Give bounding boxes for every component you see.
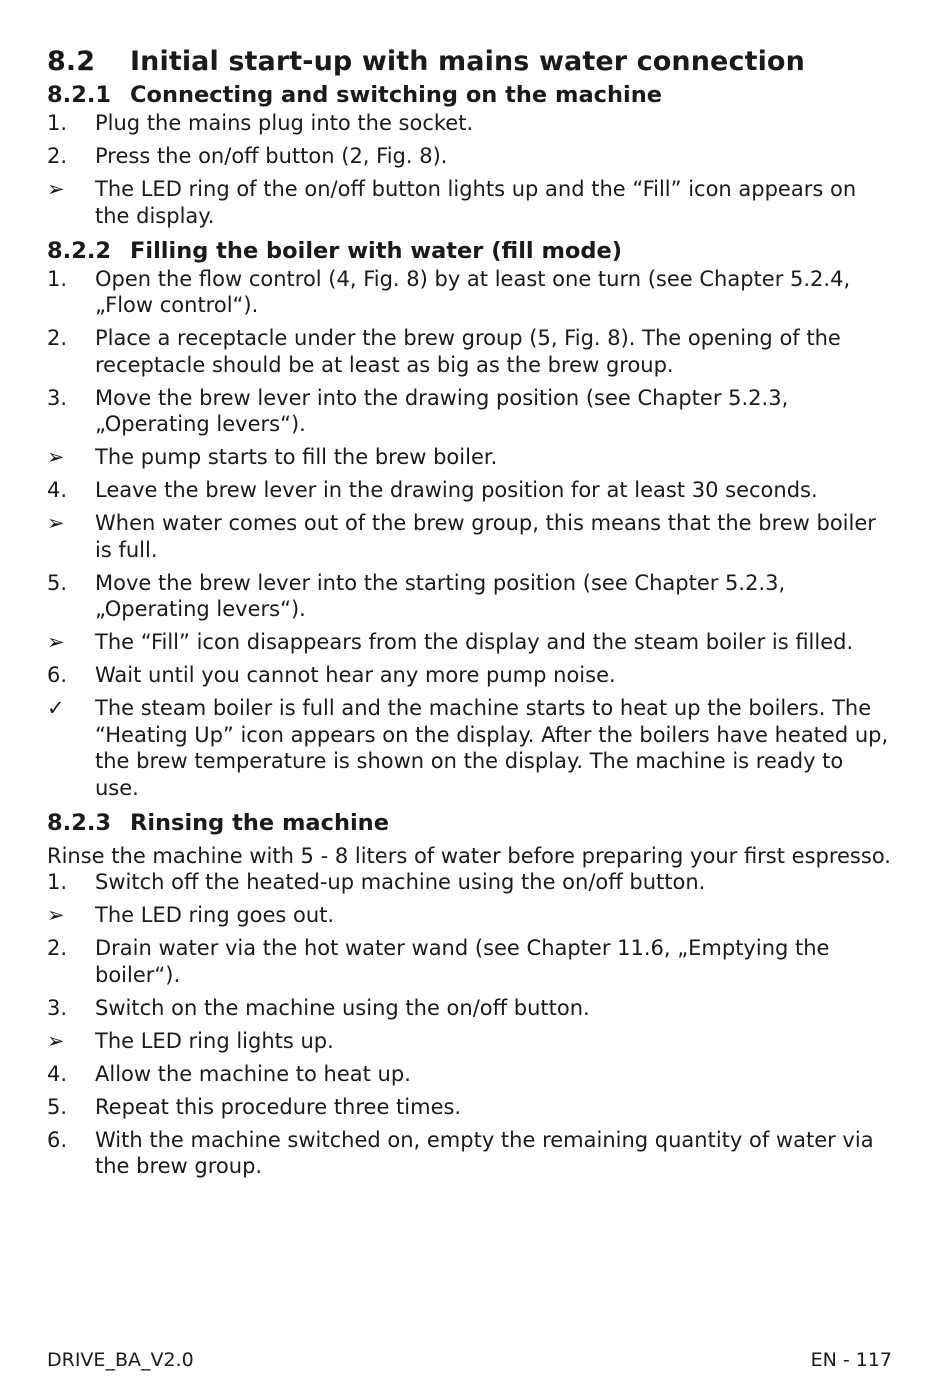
step-marker: 5. — [47, 570, 68, 595]
step-marker: 4. — [47, 478, 68, 502]
step-marker: 3. — [47, 995, 68, 1020]
subsection-number: 8.2.3 — [47, 809, 112, 836]
step-text: Move the brew lever into the drawing position (see Chapter 5.2.3, „Operating levers“). — [95, 385, 789, 436]
list-item — [47, 143, 892, 170]
subsection-number: 8.2.2 — [47, 237, 112, 264]
result-arrow-icon: ➢ — [47, 177, 65, 201]
subsection-heading-rinsing — [47, 808, 892, 838]
step-text: Wait until you cannot hear any more pump noise. — [95, 663, 616, 687]
checkmark-icon: ✓ — [47, 696, 65, 720]
step-marker: 1. — [47, 870, 68, 894]
list-item — [47, 176, 892, 229]
step-text: Place a receptacle under the brew group (5, Fig. 8). The opening of the receptacle should be at least as big as the brew group. — [95, 326, 841, 377]
list-item — [47, 1127, 892, 1180]
subsection-number: 8.2.1 — [47, 82, 112, 108]
step-text: The pump starts to fill the brew boiler. — [95, 445, 498, 469]
section-number: 8.2 — [47, 46, 96, 77]
section-heading — [47, 44, 892, 80]
list-item — [47, 695, 892, 801]
step-marker: 6. — [47, 1127, 68, 1152]
result-arrow-icon: ➢ — [47, 630, 65, 654]
step-text: Leave the brew lever in the drawing position for at least 30 seconds. — [95, 478, 818, 502]
step-marker: 4. — [47, 1061, 68, 1086]
steps-list-connecting — [47, 110, 892, 229]
list-item — [47, 1061, 892, 1088]
manual-page — [47, 44, 892, 1186]
step-text: Repeat this procedure three times. — [95, 1094, 462, 1119]
list-item — [47, 266, 892, 319]
step-text: With the machine switched on, empty the remaining quantity of water via the brew group. — [95, 1127, 874, 1178]
list-item — [47, 1028, 892, 1055]
document-id: DRIVE_BA_V2.0 — [47, 1349, 194, 1371]
step-marker: 6. — [47, 663, 68, 687]
step-text: The LED ring goes out. — [95, 903, 335, 927]
subsection-heading-connecting — [47, 80, 892, 110]
list-item — [47, 629, 892, 656]
list-item — [47, 995, 892, 1022]
subsection-title: Connecting and switching on the machine — [130, 82, 662, 108]
step-text: Allow the machine to heat up. — [95, 1061, 411, 1086]
list-item — [47, 869, 892, 896]
step-text: Plug the mains plug into the socket. — [95, 111, 474, 135]
list-item — [47, 385, 892, 438]
list-item — [47, 510, 892, 563]
section-title: Initial start-up with mains water connection — [130, 46, 805, 77]
step-marker: 1. — [47, 266, 68, 291]
subsection-heading-filling — [47, 236, 892, 266]
step-text: Move the brew lever into the starting position (see Chapter 5.2.3, „Operating levers“). — [95, 570, 786, 621]
steps-list-rinsing — [47, 869, 892, 1180]
step-text: The LED ring of the on/off button lights up and the “Fill” icon appears on the display. — [95, 177, 857, 228]
step-marker: 2. — [47, 144, 68, 168]
list-item — [47, 570, 892, 623]
list-item — [47, 1094, 892, 1121]
step-text: Open the flow control (4, Fig. 8) by at least one turn (see Chapter 5.2.4, „Flow control“). — [95, 266, 851, 317]
step-marker: 2. — [47, 326, 68, 350]
list-item — [47, 110, 892, 137]
list-item — [47, 325, 892, 378]
list-item — [47, 477, 892, 504]
steps-list-filling — [47, 266, 892, 802]
list-item — [47, 935, 892, 988]
step-marker: 3. — [47, 385, 68, 410]
page-number: EN - 117 — [810, 1349, 892, 1371]
step-marker: 1. — [47, 111, 68, 135]
step-text: Drain water via the hot water wand (see Chapter 11.6, „Emptying the boiler“). — [95, 936, 830, 987]
result-arrow-icon: ➢ — [47, 1028, 65, 1053]
result-arrow-icon: ➢ — [47, 903, 65, 927]
list-item — [47, 902, 892, 929]
step-text: Switch off the heated-up machine using the on/off button. — [95, 870, 706, 894]
list-item — [47, 662, 892, 689]
subsection-title: Rinsing the machine — [130, 809, 389, 836]
step-text: The LED ring lights up. — [95, 1028, 334, 1053]
list-item — [47, 444, 892, 471]
step-text: The “Fill” icon disappears from the display and the steam boiler is filled. — [95, 630, 854, 654]
step-text: The steam boiler is full and the machine starts to heat up the boilers. The “Heating Up” icon appears on the display. After the boilers have heated up, the brew temperature is shown on the display. The machine is ready to use. — [95, 696, 889, 800]
subsection-title: Filling the boiler with water (fill mode) — [130, 237, 623, 264]
step-text: Press the on/off button (2, Fig. 8). — [95, 144, 448, 168]
rinsing-intro: Rinse the machine with 5 - 8 liters of water before preparing your first espresso. — [47, 843, 891, 868]
result-arrow-icon: ➢ — [47, 445, 65, 469]
step-marker: 5. — [47, 1094, 68, 1119]
step-text: Switch on the machine using the on/off button. — [95, 995, 590, 1020]
page-footer — [47, 1347, 892, 1373]
step-text: When water comes out of the brew group, this means that the brew boiler is full. — [95, 511, 876, 562]
step-marker: 2. — [47, 936, 68, 960]
result-arrow-icon: ➢ — [47, 511, 65, 535]
